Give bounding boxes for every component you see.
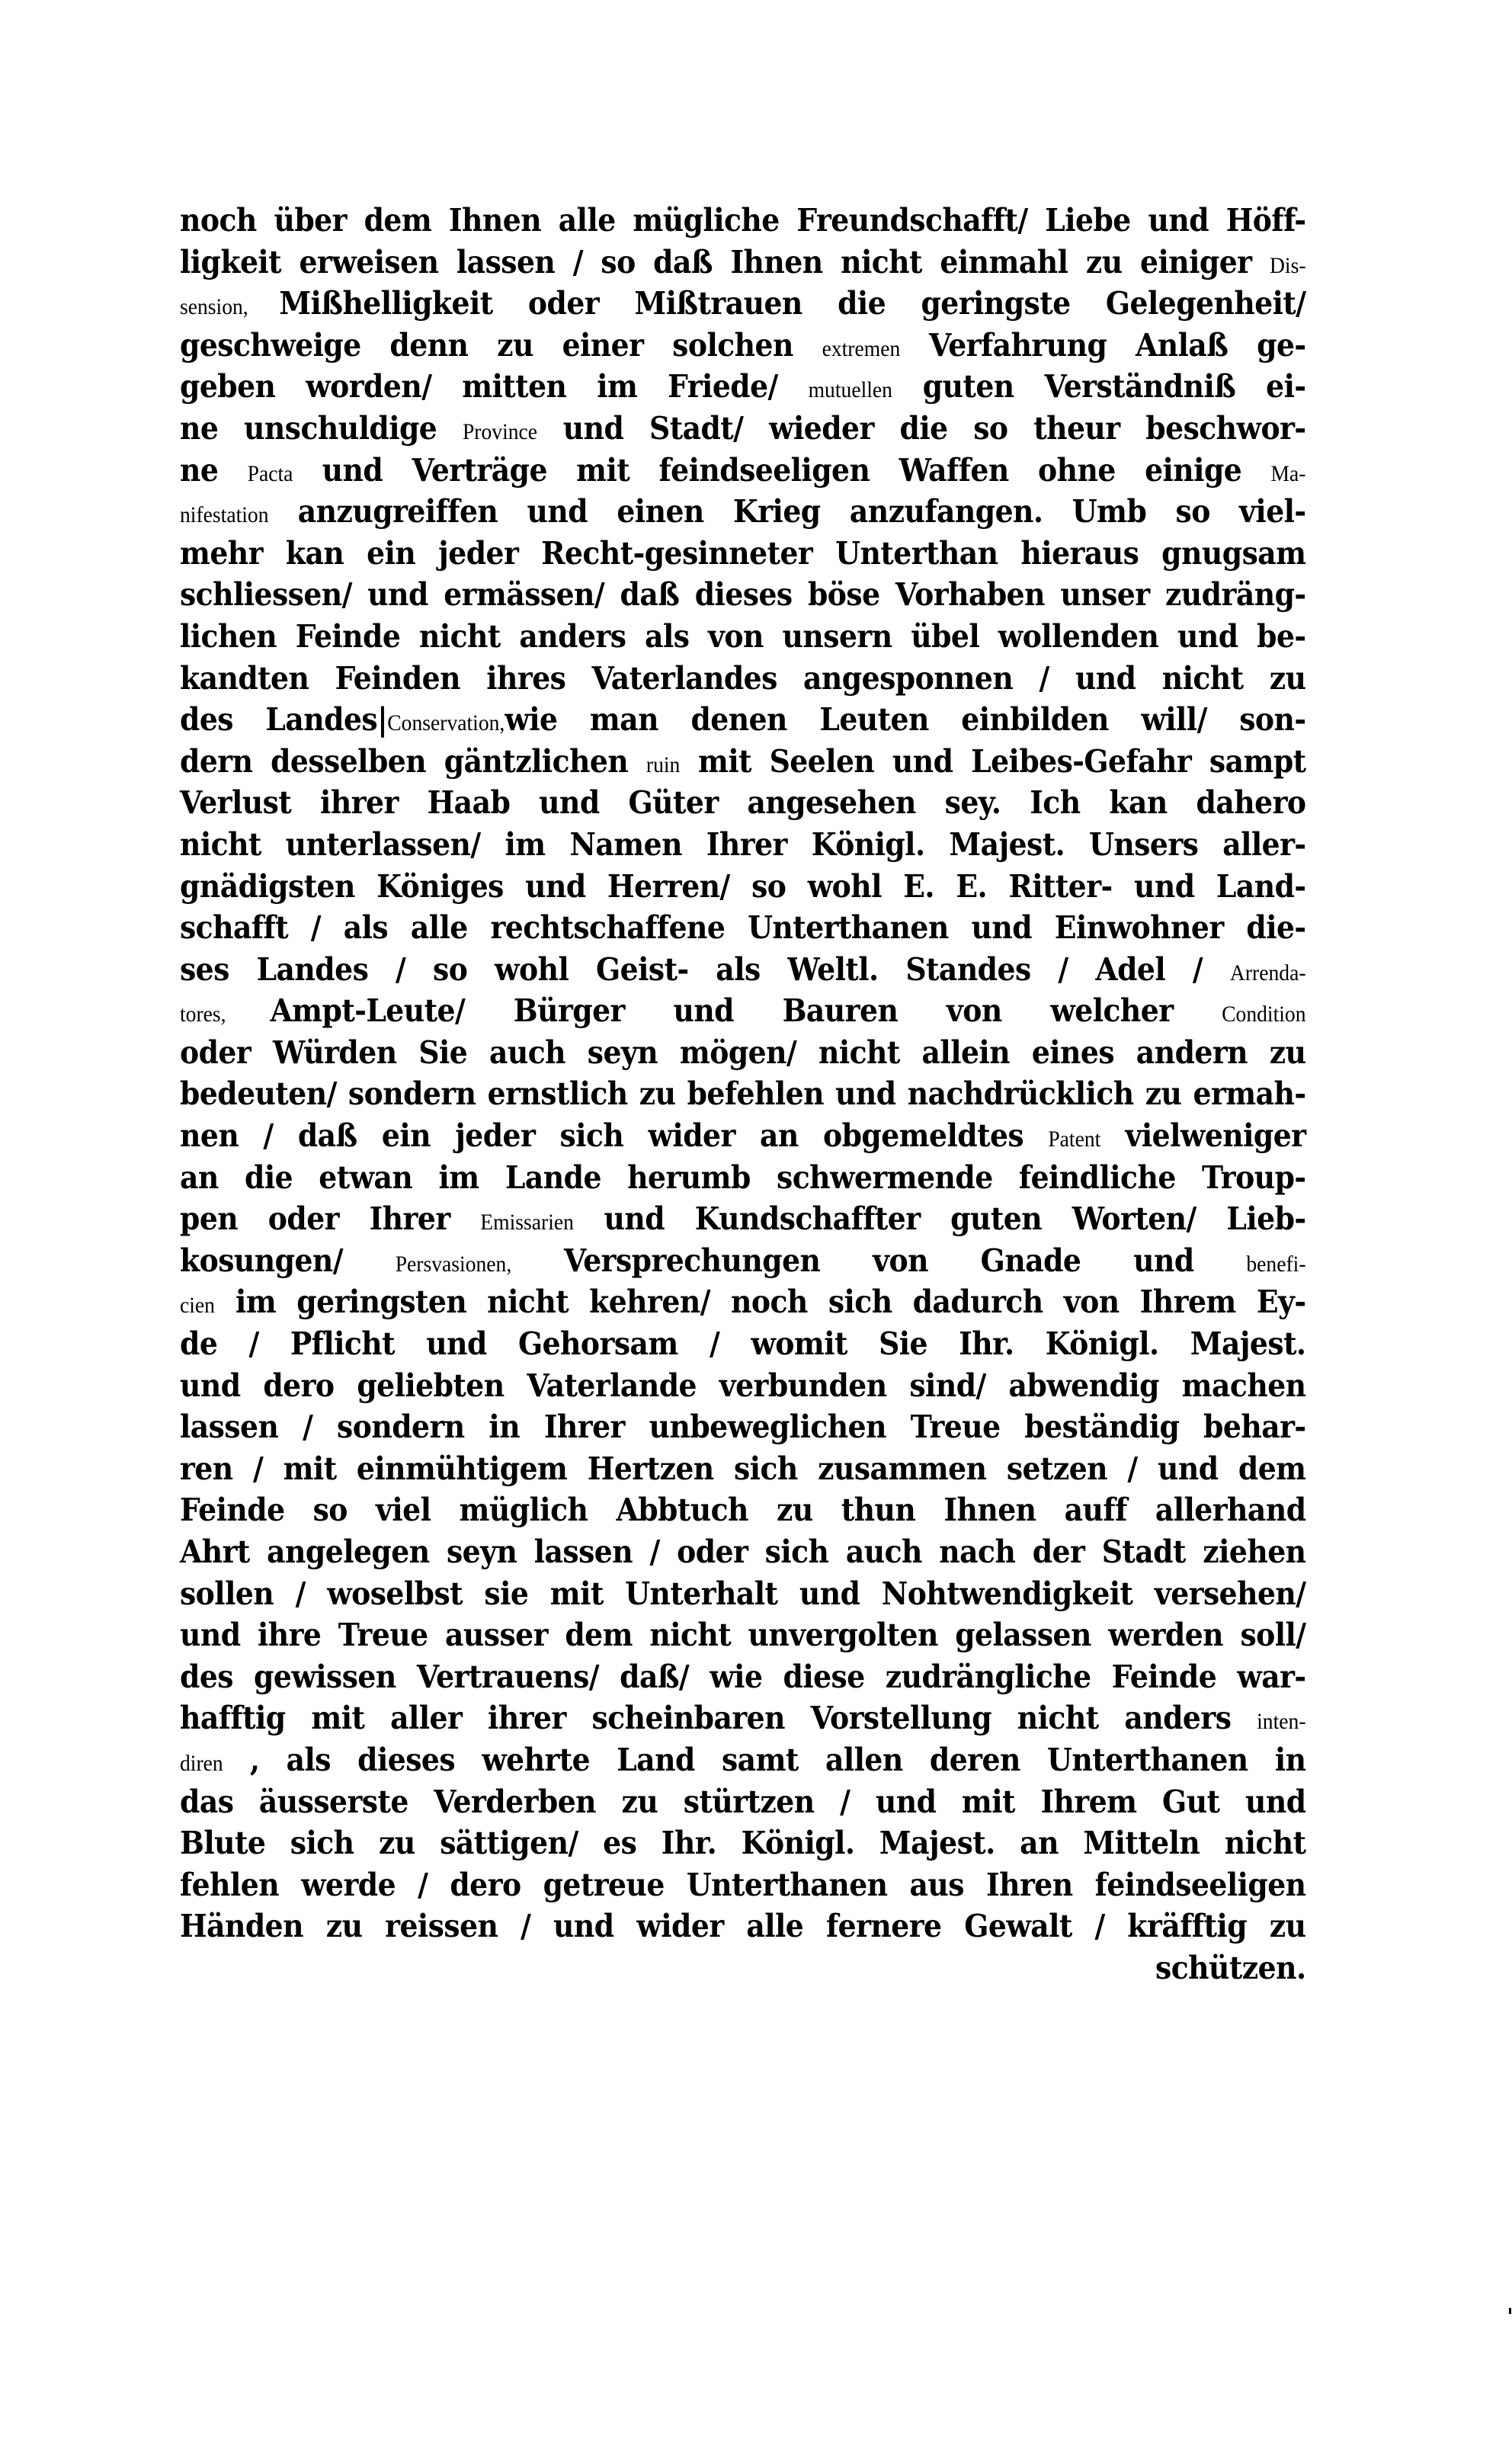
text-line [180, 1489, 1306, 1531]
fraktur-text: Ahrt angelegen seyn lassen / oder sich auch nach der Stadt ziehen [180, 1534, 1306, 1570]
text-line [180, 699, 1306, 741]
text-line [180, 408, 1306, 450]
fraktur-text: nen / daß ein jeder sich wider an obgemeldtes [180, 1117, 1049, 1155]
fraktur-text: kandten Feinden ihres Vaterlandes angesponnen / und nicht zu [180, 659, 1306, 697]
fraktur-text: und Kundschaffter guten Worten/ Lieb- [573, 1200, 1306, 1238]
body-text [180, 200, 1306, 1989]
text-line [180, 1864, 1306, 1906]
text-line [180, 1947, 1306, 1989]
antiqua-word: Conservation, [387, 710, 505, 736]
fraktur-text: Ampt-Leute/ Bürger und Bauren von welcher [270, 992, 1222, 1030]
text-line [180, 1781, 1306, 1823]
fraktur-text: guten Verständniß ei- [892, 368, 1306, 405]
fraktur-text: ne [180, 451, 248, 489]
antiqua-word: tores, [180, 1002, 271, 1027]
fraktur-text: Verlust ihrer Haab und Güter angesehen sey. Ich kan dahero [180, 784, 1306, 822]
text-line [180, 1198, 1306, 1240]
text-line [180, 325, 1306, 367]
fraktur-text: geschweige denn zu einer solchen [180, 326, 822, 364]
antiqua-word: sension, [180, 294, 280, 320]
text-line [180, 907, 1306, 949]
text-line [180, 1905, 1306, 1947]
fraktur-text: , als dieses wehrte Land samt allen deren Unterthanen in [223, 1741, 1306, 1778]
antiqua-word: Persvasionen, [395, 1251, 512, 1277]
fraktur-text: lassen / sondern in Ihrer unbeweglichen Treue beständig behar- [180, 1409, 1306, 1446]
fraktur-text: lichen Feinde nicht anders als von unsern übel wollenden und be- [180, 617, 1306, 655]
fraktur-text: dern desselben gäntzlichen [180, 742, 646, 780]
fraktur-text: wie man denen Leuten einbilden will/ son- [505, 701, 1306, 739]
fraktur-text: noch über dem Ihnen alle mügliche Freundschafft/ Liebe und Höff- [180, 202, 1306, 239]
text-line [180, 866, 1306, 908]
antiqua-word: benefi- [1246, 1251, 1306, 1277]
text-line [180, 782, 1306, 824]
fraktur-text: geben worden/ mitten im Friede/ [180, 368, 809, 405]
fraktur-text: bedeuten/ sondern ernstlich zu befehlen und nachdrücklich zu ermah- [180, 1075, 1306, 1113]
antiqua-word: cien [180, 1293, 215, 1319]
fraktur-text: mehr kan ein jeder Recht-gesinneter Unterthan hieraus gnugsam [180, 534, 1306, 572]
text-line [180, 1365, 1306, 1407]
fraktur-text: Verfahrung Anlaß ge- [900, 326, 1306, 364]
fraktur-text: gnädigsten Königes und Herren/ so wohl E. E. Ritter- und Land- [180, 867, 1306, 905]
text-line [180, 1032, 1306, 1074]
text-line [180, 1240, 1306, 1282]
fraktur-text: schliessen/ und ermässen/ daß dieses böse Vorhaben unser zudräng- [180, 576, 1306, 614]
text-line [180, 1697, 1306, 1739]
fraktur-text: des gewissen Vertrauens/ daß/ wie diese zudrängliche Feinde war- [180, 1658, 1306, 1695]
fraktur-text: de / Pflicht und Gehorsam / womit Sie Ihr. Königl. Majest. [180, 1325, 1306, 1363]
text-line [180, 1115, 1306, 1157]
text-line [180, 949, 1306, 991]
text-line [180, 1406, 1306, 1448]
text-line [180, 450, 1306, 492]
antiqua-word: diren [180, 1750, 223, 1776]
antiqua-word: inten- [1257, 1709, 1306, 1735]
text-line [180, 491, 1306, 533]
scan-artifact [1509, 2308, 1511, 2314]
fraktur-text: pen oder Ihrer [180, 1200, 481, 1238]
antiqua-word: Province [462, 418, 538, 444]
fraktur-text: hafftig mit aller ihrer scheinbaren Vorstellung nicht anders [180, 1700, 1257, 1737]
antiqua-word: Arrenda- [1229, 960, 1306, 986]
fraktur-text: Versprechungen von Gnade und [511, 1242, 1247, 1279]
fraktur-text: ses Landes / so wohl Geist- als Weltl. Standes / Adel / [180, 950, 1230, 988]
text-line [180, 616, 1306, 658]
antiqua-word: Dis- [1269, 252, 1306, 278]
text-line [180, 1739, 1306, 1781]
text-line [180, 1822, 1306, 1864]
fraktur-text: fehlen werde / dero getreue Unterthanen aus Ihren feindseeligen [180, 1866, 1306, 1903]
text-line [180, 824, 1306, 866]
fraktur-text: Mißhelligkeit oder Mißtrauen die geringste Gelegenheit/ [279, 285, 1306, 322]
fraktur-text: ren / mit einmühtigem Hertzen sich zusammen setzen / und dem [180, 1450, 1306, 1487]
text-line [180, 533, 1306, 575]
text-line [180, 1157, 1306, 1199]
antiqua-word: extremen [822, 335, 901, 361]
fraktur-text: das äusserste Verderben zu stürtzen / und mit Ihrem Gut und [180, 1783, 1306, 1820]
fraktur-text: und ihre Treue ausser dem nicht unvergolten gelassen werden soll/ [180, 1617, 1306, 1654]
text-line [180, 1281, 1306, 1323]
text-line [180, 658, 1306, 700]
text-line [180, 990, 1306, 1032]
text-line [180, 1573, 1306, 1615]
text-line [180, 1531, 1306, 1573]
fraktur-text: im geringsten nicht kehren/ noch sich dadurch von Ihrem Ey- [214, 1284, 1306, 1321]
text-line [180, 1656, 1306, 1698]
fraktur-text: ne unschuldige [180, 409, 463, 447]
fraktur-text: und dero geliebten Vaterlande verbunden sind/ abwendig machen [180, 1367, 1306, 1404]
fraktur-text: an die etwan im Lande herumb schwermende feindliche Troup- [180, 1159, 1306, 1196]
fraktur-text: schafft / als alle rechtschaffene Unterthanen und Einwohner die- [180, 909, 1306, 947]
antiqua-word: Condition [1222, 1002, 1306, 1027]
fraktur-text: ligkeit erweisen lassen / so daß Ihnen nicht einmahl zu einiger [180, 243, 1270, 280]
antiqua-word: Pacta [247, 460, 293, 486]
text-line [180, 200, 1306, 242]
antiqua-word: Ma- [1270, 460, 1306, 486]
fraktur-text: mit Seelen und Leibes-Gefahr sampt [680, 742, 1306, 780]
antiqua-word: nifestation [180, 502, 269, 528]
fraktur-text: nicht unterlassen/ im Namen Ihrer Königl. Majest. Unsers aller- [180, 825, 1306, 863]
antiqua-word: Emissarien [480, 1210, 574, 1236]
fraktur-text: kosungen/ [180, 1242, 396, 1279]
antiqua-word: ruin [645, 752, 681, 777]
fraktur-text: des Landes| [180, 701, 388, 739]
text-line [180, 1614, 1306, 1656]
antiqua-word: Patent [1048, 1127, 1101, 1152]
fraktur-text: und Verträge mit feindseeligen Waffen ohne einige [293, 451, 1271, 489]
text-line [180, 741, 1306, 783]
text-line [180, 574, 1306, 616]
fraktur-text: schützen. [1155, 1949, 1306, 1986]
fraktur-text: Händen zu reissen / und wider alle fernere Gewalt / kräfftig zu [180, 1908, 1306, 1945]
fraktur-text: Blute sich zu sättigen/ es Ihr. Königl. Majest. an Mitteln nicht [180, 1825, 1306, 1862]
text-line [180, 1448, 1306, 1490]
text-line [180, 366, 1306, 408]
text-line [180, 1073, 1306, 1115]
text-line [180, 1323, 1306, 1365]
fraktur-text: oder Würden Sie auch seyn mögen/ nicht allein eines andern zu [180, 1034, 1306, 1071]
fraktur-text: anzugreiffen und einen Krieg anzufangen. Umb so viel- [268, 493, 1306, 530]
fraktur-text: sollen / woselbst sie mit Unterhalt und Nohtwendigkeit versehen/ [180, 1575, 1306, 1612]
text-line [180, 283, 1306, 325]
antiqua-word: mutuellen [808, 377, 892, 403]
fraktur-text: und Stadt/ wieder die so theur beschwor- [537, 409, 1306, 447]
fraktur-text: vielweniger [1100, 1117, 1306, 1155]
text-line [180, 242, 1306, 284]
fraktur-text: Feinde so viel müglich Abbtuch zu thun Ihnen auff allerhand [180, 1492, 1306, 1529]
